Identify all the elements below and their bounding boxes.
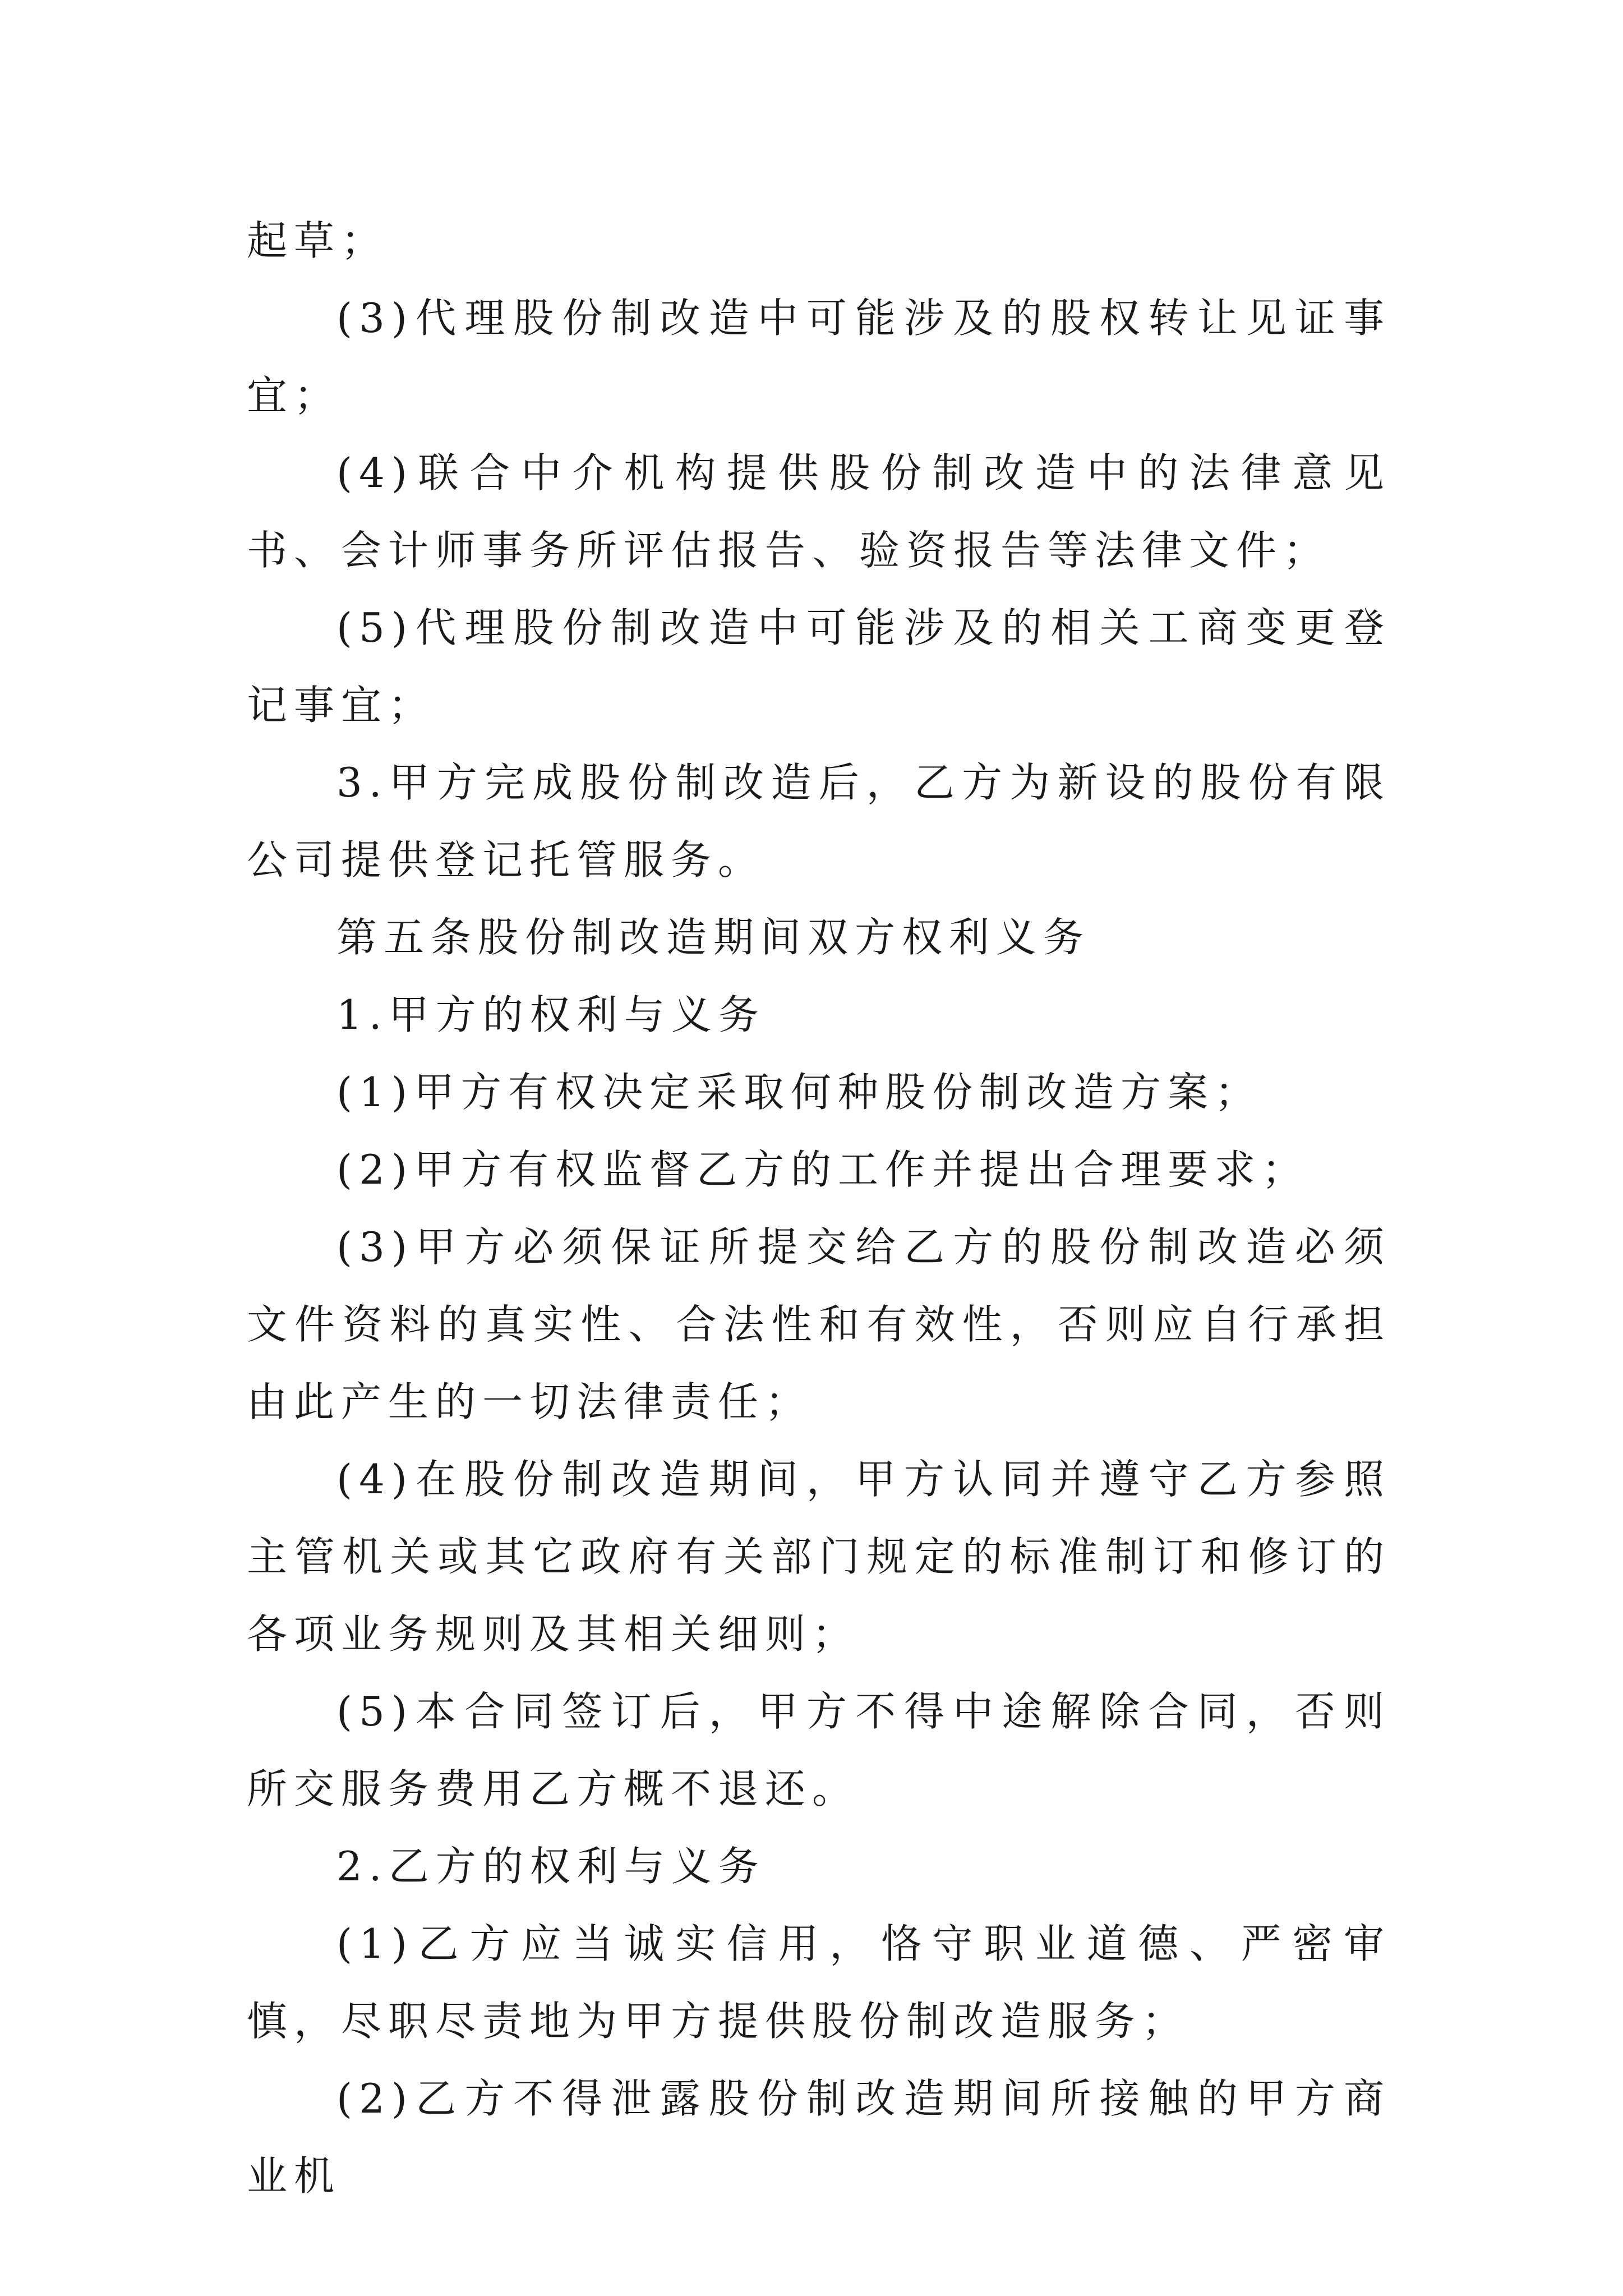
paragraph: (5)代理股份制改造中可能涉及的相关工商变更登记事宜； — [247, 604, 1391, 729]
subsection-heading: 2.乙方的权利与义务 — [336, 1843, 766, 1890]
paragraph: (4)联合中介机构提供股份制改造中的法律意见书、会计师事务所评估报告、验资报告等法律文件； — [247, 449, 1391, 574]
paragraph: (2)乙方不得泄露股份制改造期间所接触的甲方商业机 — [247, 2075, 1391, 2200]
subsection-heading: 1.甲方的权利与义务 — [336, 991, 766, 1038]
paragraph: (5)本合同签订后，甲方不得中途解除合同，否则所交服务费用乙方概不退还。 — [247, 1688, 1391, 1812]
paragraph: 3.甲方完成股份制改造后，乙方为新设的股份有限公司提供登记托管服务。 — [247, 759, 1391, 884]
paragraph: 起草； — [247, 217, 389, 264]
paragraph: (1)乙方应当诚实信用，恪守职业道德、严密审慎，尽职尽责地为甲方提供股份制改造服务； — [247, 1920, 1391, 2045]
paragraph: (1)甲方有权决定采取何种股份制改造方案； — [336, 1069, 1262, 1116]
paragraph: (3)甲方必须保证所提交给乙方的股份制改造必须文件资料的真实性、合法性和有效性，否则应自行承担由此产生的一切法律责任； — [247, 1223, 1391, 1425]
paragraph: (3)代理股份制改造中可能涉及的股权转让见证事宜； — [247, 295, 1391, 419]
paragraph: (4)在股份制改造期间，甲方认同并遵守乙方参照主管机关或其它政府有关部门规定的标准制订和修订的各项业务规则及其相关细则； — [247, 1456, 1391, 1658]
section-heading: 第五条股份制改造期间双方权利义务 — [336, 914, 1091, 961]
paragraph: (2)甲方有权监督乙方的工作并提出合理要求； — [336, 1146, 1309, 1193]
document-body — [247, 202, 1391, 2215]
